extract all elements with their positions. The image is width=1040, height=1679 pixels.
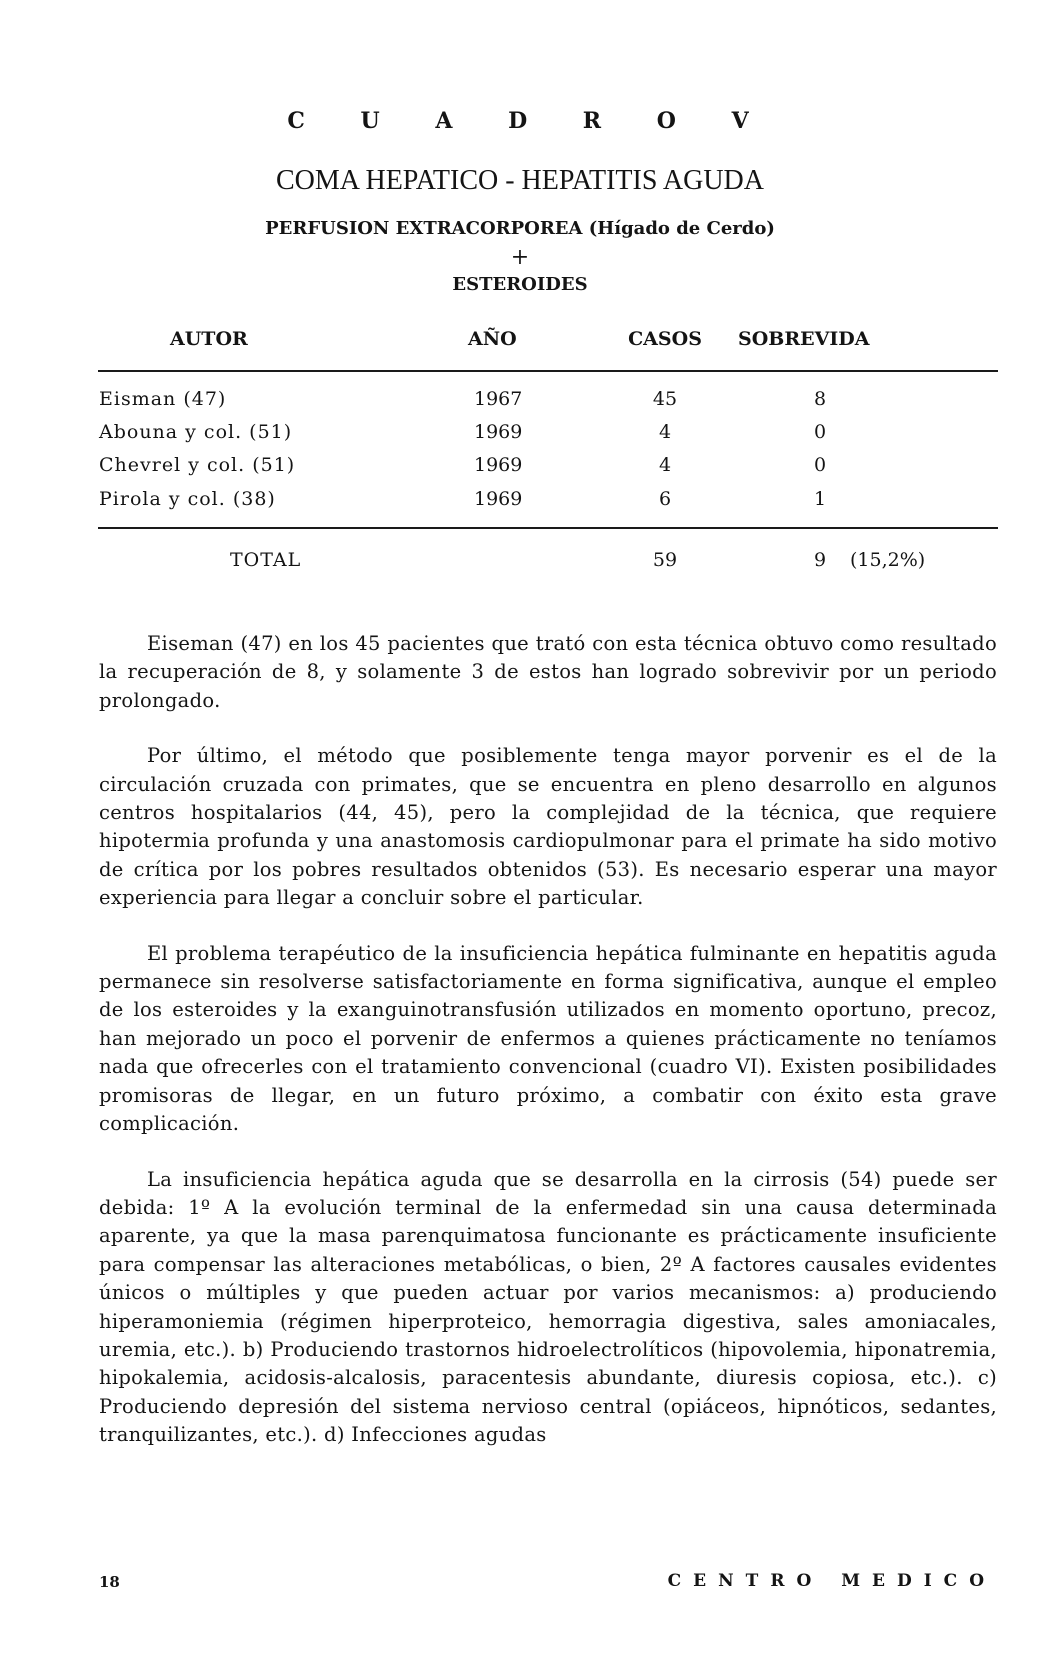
cell-anio: 1969 [474, 488, 523, 510]
cell-anio: 1969 [474, 454, 523, 476]
table-number: C U A D R O V [287, 108, 773, 134]
cell-anio: 1969 [474, 421, 523, 443]
page-number: 18 [99, 1573, 120, 1591]
plus-sign: + [510, 245, 530, 270]
body-text [99, 630, 997, 1477]
table-subtitle: PERFUSION EXTRACORPOREA (Hígado de Cerdo) [265, 218, 775, 239]
column-header-autor: AUTOR [170, 328, 248, 350]
total-label: TOTAL [230, 549, 302, 571]
cell-sobrevida: 0 [813, 454, 827, 476]
cell-autor: Abouna y col. (51) [99, 421, 293, 443]
cell-autor: Chevrel y col. (51) [99, 454, 296, 476]
cell-casos: 45 [652, 388, 678, 410]
cell-casos: 6 [658, 488, 672, 510]
paragraph: Por último, el método que posiblemente tenga mayor porvenir es el de la circulación cruzada con primates, que se encuentra en pleno desarrollo en algunos centros hospitalarios (44, 45), pero la complejidad de la técnica, que requiere hipotermia profunda y una anastomosis cardiopulmonar para el primate ha sido motivo de crítica por los pobres resultados obtenidos (53). Es necesario esperar una mayor experiencia para llegar a concluir sobre el particular. [99, 744, 997, 910]
column-header-casos: CASOS [628, 328, 702, 350]
paragraph: Eiseman (47) en los 45 pacientes que trató con esta técnica obtuvo como resultado la recuperación de 8, y solamente 3 de estos han logrado sobrevivir por un periodo prolongado. [99, 632, 997, 712]
column-header-anio: AÑO [468, 328, 517, 350]
magazine-name: CENTRO MEDICO [667, 1571, 996, 1591]
cell-sobrevida: 1 [813, 488, 827, 510]
cell-casos: 4 [658, 421, 672, 443]
cell-sobrevida: 0 [813, 421, 827, 443]
column-header-sobrevida: SOBREVIDA [738, 328, 870, 350]
table-total-rule [98, 527, 998, 529]
total-percent: (15,2%) [850, 549, 926, 571]
cell-anio: 1967 [474, 388, 523, 410]
table-subtitle-2: ESTEROIDES [452, 274, 588, 295]
cell-casos: 4 [658, 454, 672, 476]
paragraph: La insuficiencia hepática aguda que se desarrolla en la cirrosis (54) puede ser debida: 1º A la evolución terminal de la enfermedad sin una causa determinada aparente, ya que la masa parenquimatosa funcionante es prácticamente insuficiente para compensar las alteraciones metabólicas, o bien, 2º A factores causales evidentes únicos o múltiples y que pueden actuar por varios mecanismos: a) produciendo hiperamoniemia (régimen hiperproteico, hemorragia digestiva, sales amoniacales, uremia, etc.). b) Produciendo trastornos hidroelectrolíticos (hipovolemia, hiponatremia, hipokalemia, acidosis-alcalosis, paracentesis abundante, diuresis copiosa, etc.). c) Produciendo depresión del sistema nervioso central (opiáceos, hipnóticos, sedantes, tranquilizantes, etc.). d) Infecciones agudas [99, 1167, 997, 1447]
table-top-rule [98, 370, 998, 372]
cell-sobrevida: 8 [813, 388, 827, 410]
total-sobrevida: 9 [813, 549, 827, 571]
table-title: COMA HEPATICO - HEPATITIS AGUDA [276, 165, 764, 196]
paragraph: El problema terapéutico de la insuficiencia hepática fulminante en hepatitis aguda permanece sin resolverse satisfactoriamente en forma significativa, aunque el empleo de los esteroides y la exanguinotransfusión utilizados en momento oportuno, precoz, han mejorado un poco el porvenir de enfermos a quienes prácticamente no teníamos nada que ofrecerles con el tratamiento convencional (cuadro VI). Existen posibilidades promisoras de llegar, en un futuro próximo, a combatir con éxito esta grave complicación. [99, 941, 997, 1136]
cell-autor: Eisman (47) [99, 388, 227, 410]
total-casos: 59 [652, 549, 678, 571]
cell-autor: Pirola y col. (38) [99, 488, 276, 510]
